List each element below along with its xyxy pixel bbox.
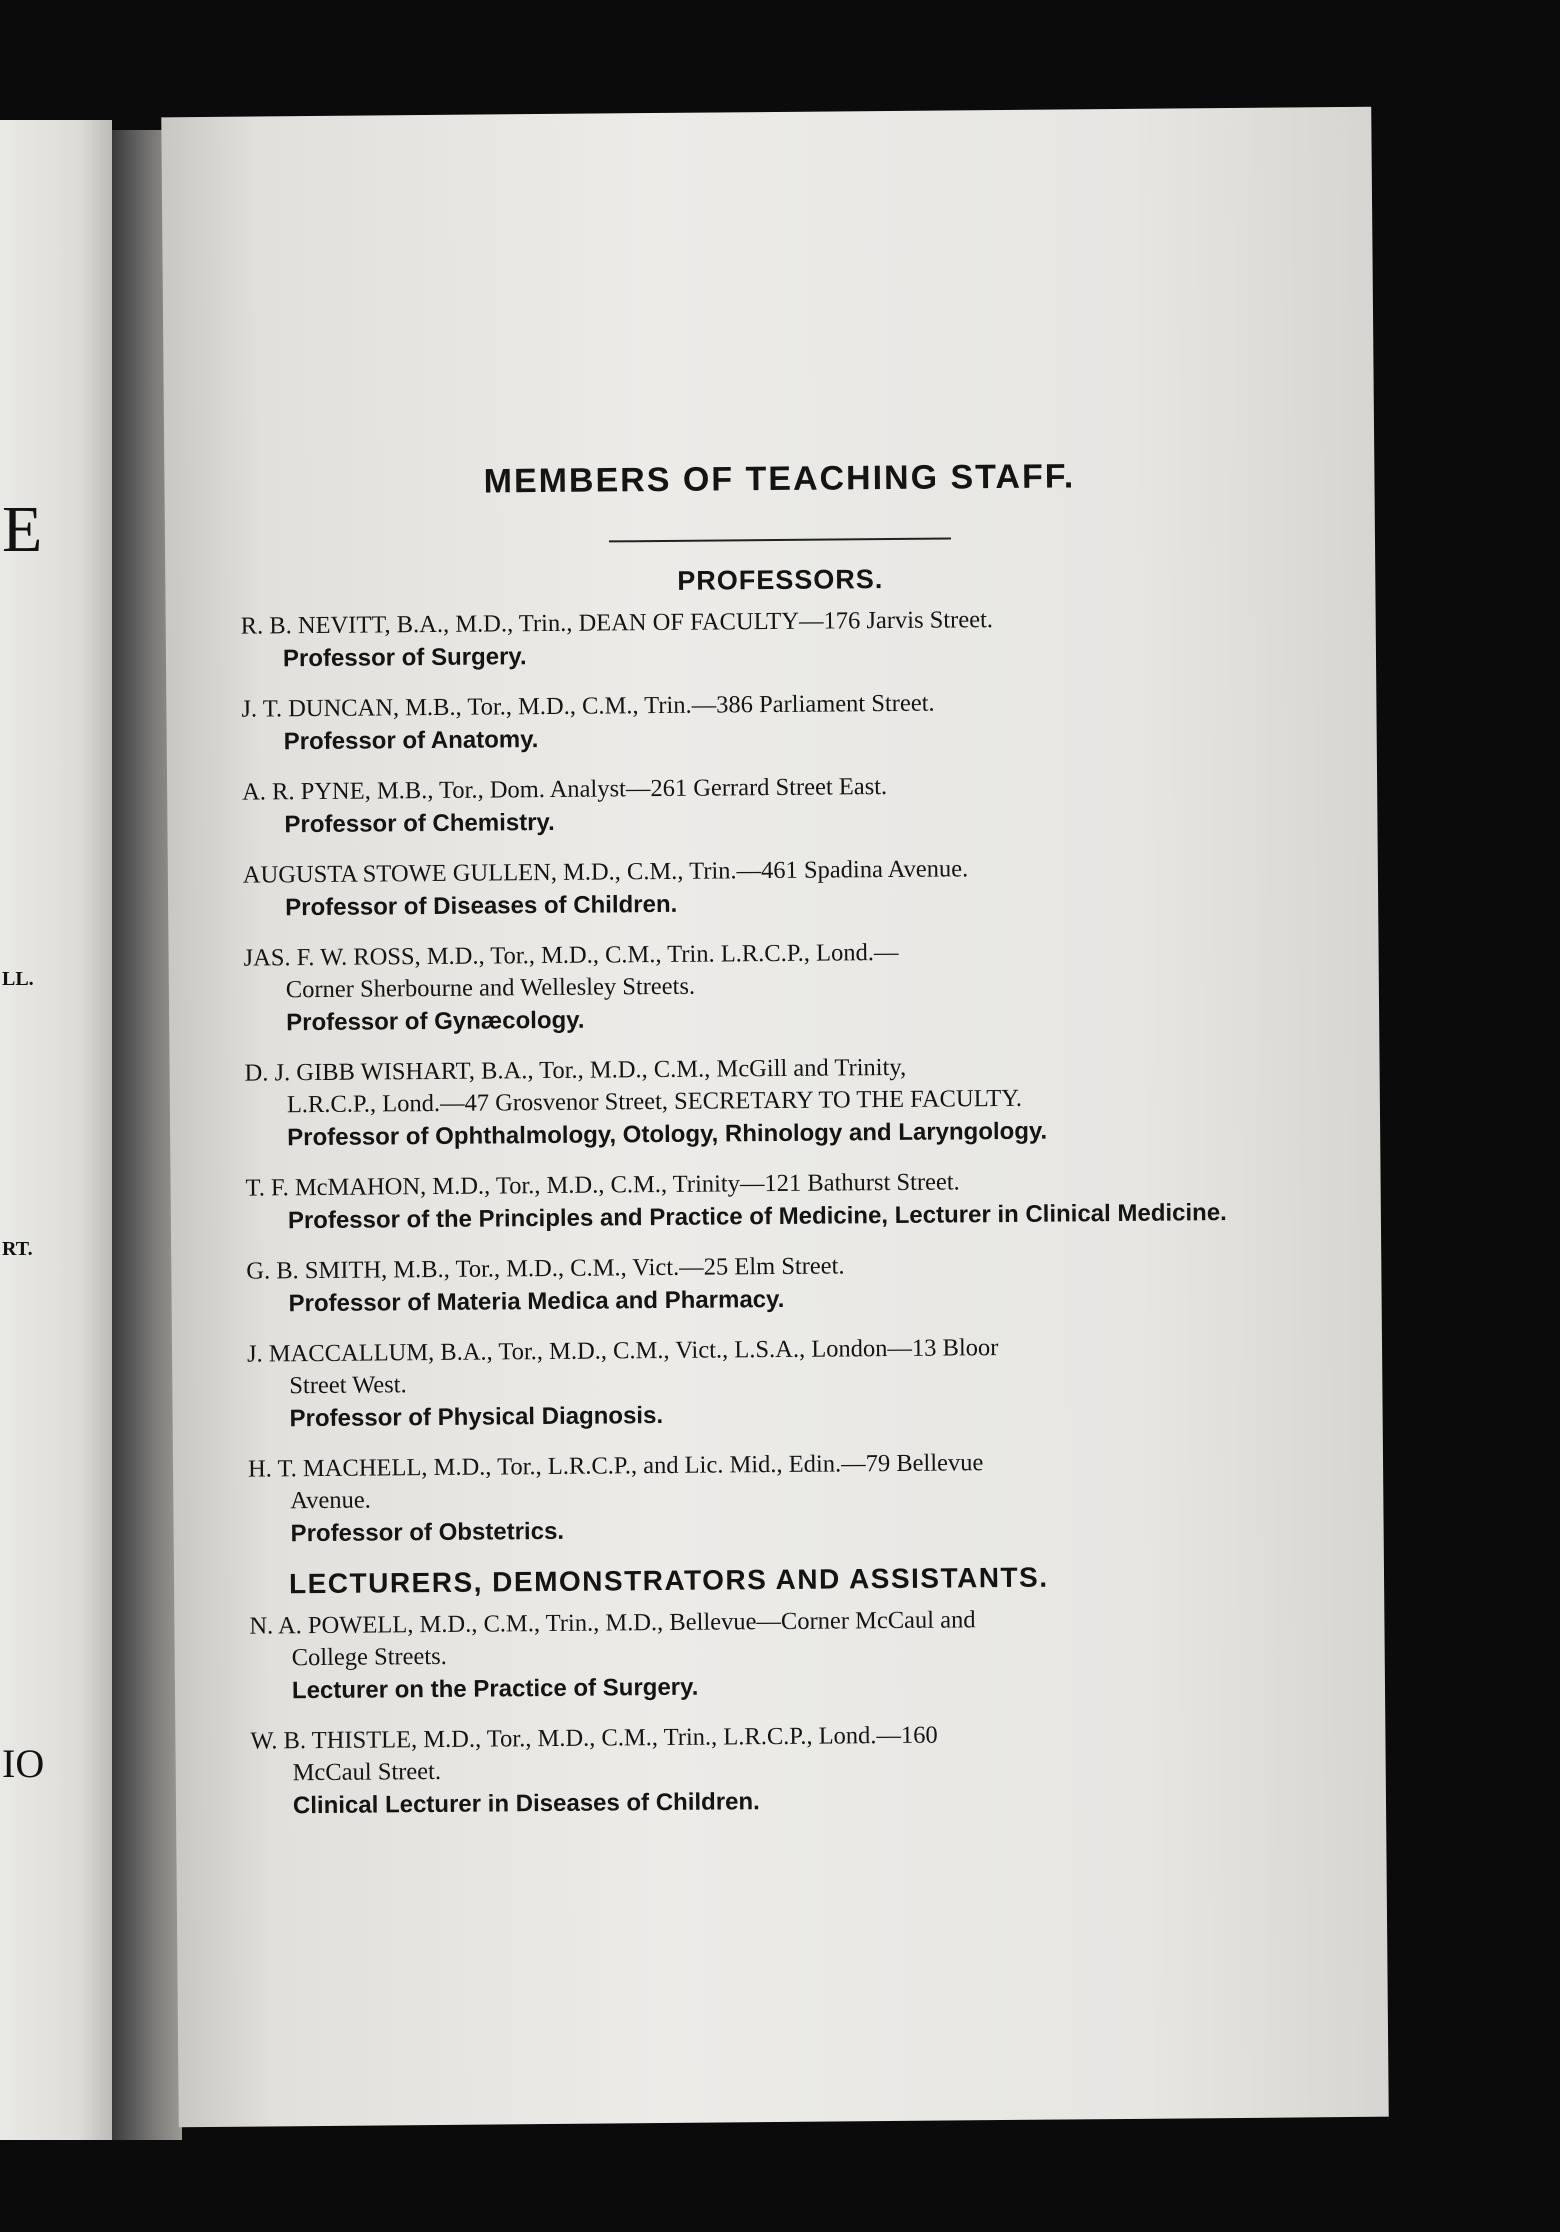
- staff-entry: [242, 767, 1323, 842]
- page-title: MEMBERS OF TEACHING STAFF.: [483, 457, 1076, 501]
- staff-role: Professor of Anatomy.: [283, 726, 539, 756]
- left-page-fragment: E: [2, 493, 43, 566]
- staff-credentials: G. B. SMITH, M.B., Tor., M.D., C.M., Vict.—25 Elm Street.: [246, 1252, 845, 1285]
- staff-address-continued: Street West.: [289, 1371, 407, 1400]
- staff-role: Lecturer on the Practice of Surgery.: [291, 1673, 699, 1705]
- staff-role: Professor of Gynæcology.: [286, 1006, 585, 1037]
- lecturers-heading: LECTURERS, DEMONSTRATORS AND ASSISTANTS.: [288, 1561, 1049, 1600]
- staff-entry: [243, 850, 1324, 925]
- staff-credentials: H. T. MACHELL, M.D., Tor., L.R.C.P., and Lic. Mid., Edin.—79 Bellevue: [247, 1449, 984, 1483]
- staff-credentials: R. B. NEVITT, B.A., M.D., Trin., DEAN OF FACULTY—176 Jarvis Street.: [240, 606, 994, 640]
- staff-address-continued: L.R.C.P., Lond.—47 Grosvenor Street, SECRETARY TO THE FACULTY.: [286, 1084, 1023, 1119]
- page-content: [239, 455, 1331, 1840]
- staff-credentials: T. F. McMAHON, M.D., Tor., M.D., C.M., Trinity—121 Bathurst Street.: [245, 1168, 960, 1202]
- staff-role: Professor of Obstetrics.: [290, 1517, 565, 1548]
- staff-entry: [241, 601, 1322, 676]
- professors-list: [241, 601, 1329, 1551]
- staff-address-continued: Corner Sherbourne and Wellesley Streets.: [285, 972, 696, 1004]
- staff-credentials: JAS. F. W. ROSS, M.D., Tor., M.D., C.M., Trin. L.R.C.P., Lond.—: [243, 938, 899, 972]
- staff-credentials: A. R. PYNE, M.B., Tor., Dom. Analyst—261 Gerrard Street East.: [242, 773, 888, 806]
- staff-role: Professor of Physical Diagnosis.: [289, 1401, 664, 1433]
- staff-credentials: AUGUSTA STOWE GULLEN, M.D., C.M., Trin.—461 Spadina Avenue.: [242, 855, 969, 889]
- staff-address-continued: Avenue.: [290, 1486, 371, 1515]
- document-page: [161, 107, 1388, 2127]
- professors-heading: PROFESSORS.: [677, 564, 884, 596]
- staff-role: Professor of Diseases of Children.: [285, 890, 678, 922]
- staff-credentials: N. A. POWELL, M.D., C.M., Trin., M.D., Bellevue—Corner McCaul and: [249, 1606, 976, 1640]
- left-page-fragment: LL.: [2, 968, 34, 990]
- staff-role: Professor of the Principles and Practice of Medicine, Lecturer in Clinical Medicine.: [287, 1199, 1227, 1235]
- staff-entry: [246, 1246, 1327, 1321]
- staff-role: Clinical Lecturer in Diseases of Children.: [292, 1788, 760, 1820]
- staff-entry: [241, 684, 1322, 759]
- title-rule: [609, 537, 951, 542]
- staff-credentials: D. J. GIBB WISHART, B.A., Tor., M.D., C.M., McGill and Trinity,: [244, 1053, 907, 1087]
- staff-credentials: W. B. THISTLE, M.D., Tor., M.D., C.M., Trin., L.R.C.P., Lond.—160: [250, 1721, 938, 1755]
- previous-page-edge: [0, 120, 112, 2140]
- staff-entry: [243, 933, 1324, 1040]
- staff-role: Professor of Materia Medica and Pharmacy.: [288, 1285, 785, 1318]
- staff-entry: [244, 1048, 1325, 1155]
- staff-role: Professor of Surgery.: [282, 643, 527, 673]
- staff-entry: [249, 1601, 1330, 1708]
- staff-entry: [250, 1716, 1331, 1823]
- staff-role: Professor of Ophthalmology, Otology, Rhinology and Laryngology.: [287, 1117, 1048, 1152]
- staff-entry: [245, 1163, 1326, 1238]
- staff-entry: [248, 1444, 1329, 1551]
- staff-role: Professor of Chemistry.: [284, 808, 555, 839]
- staff-address-continued: McCaul Street.: [292, 1757, 442, 1787]
- staff-entry: [247, 1329, 1328, 1436]
- staff-address-continued: College Streets.: [291, 1642, 447, 1672]
- lecturers-list: [249, 1601, 1331, 1823]
- left-page-fragment: RT.: [2, 1238, 33, 1260]
- staff-credentials: J. T. DUNCAN, M.B., Tor., M.D., C.M., Trin.—386 Parliament Street.: [241, 689, 935, 723]
- left-page-fragment: IO: [2, 1741, 45, 1786]
- staff-credentials: J. MACCALLUM, B.A., Tor., M.D., C.M., Vict., L.S.A., London—13 Bloor: [246, 1334, 999, 1368]
